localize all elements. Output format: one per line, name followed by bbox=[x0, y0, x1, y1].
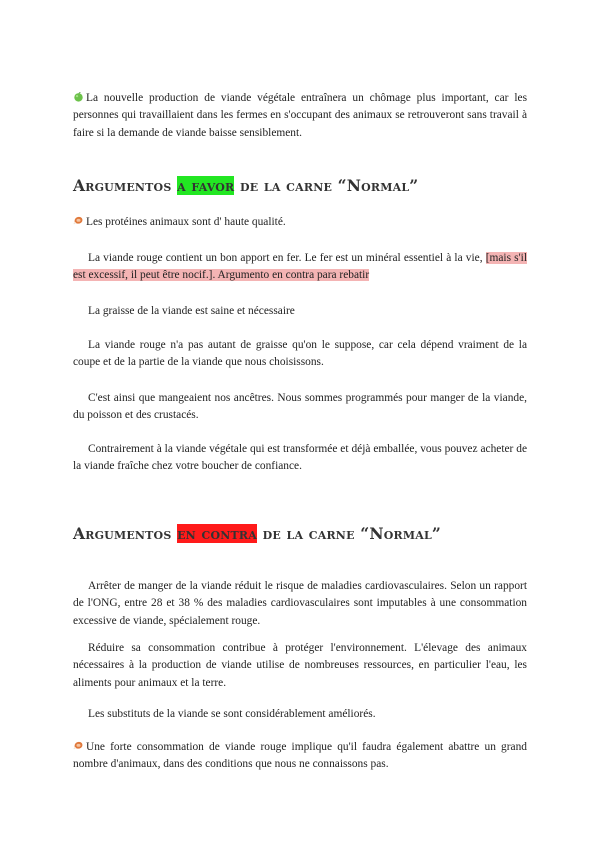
favor-p6-text: Contrairement à la viande végétale qui est transformée et déjà emballée, vous pouvez acheter de la viande fraîche chez votre boucher de confiance. bbox=[73, 443, 527, 473]
favor-paragraph-6 bbox=[73, 441, 527, 476]
favor-paragraph-2 bbox=[73, 250, 527, 285]
intro-text: La nouvelle production de viande végétale entraînera un chômage plus important, car les personnes qui travaillaient dans les fermes en s'occupant des animaux se retrouveront sans travail à faire si la demande de viande baisse sensiblement. bbox=[73, 92, 527, 139]
favor-p2-text: La viande rouge contient un bon apport en fer. Le fer est un minéral essentiel à la vie, bbox=[88, 252, 483, 264]
heading-favor bbox=[73, 176, 418, 195]
contra-p4-text: Une forte consommation de viande rouge implique qu'il faudra également abattre un grand nombre d'animaux, dans des conditions que nous ne connaissons pas. bbox=[73, 741, 527, 771]
heading-contra-suffix: de la carne “Normal” bbox=[262, 524, 442, 543]
contra-p1-text: Arrêter de manger de la viande réduit le risque de maladies cardiovasculaires. Selon un rapport de l'ONG, entre 28 et 38 % des maladies cardiovasculaires sont imputables à une consommation excessive de viande, spécialement rouge. bbox=[73, 580, 527, 627]
heading-favor-highlight: a favor bbox=[177, 176, 235, 195]
heading-contra-highlight: en contra bbox=[177, 524, 257, 543]
green-apple-icon bbox=[73, 91, 84, 102]
meat-icon bbox=[73, 215, 84, 226]
favor-paragraph-3 bbox=[73, 303, 527, 320]
favor-p3-text: La graisse de la viande est saine et nécessaire bbox=[88, 305, 295, 317]
favor-paragraph-4 bbox=[73, 337, 527, 372]
heading-contra bbox=[73, 524, 441, 543]
contra-p3-text: Les substituts de la viande se sont considérablement améliorés. bbox=[88, 708, 376, 720]
contra-paragraph-2 bbox=[73, 640, 527, 692]
favor-p5-text: C'est ainsi que mangeaient nos ancêtres. Nous sommes programmés pour manger de la viande, du poisson et des crustacés. bbox=[73, 392, 527, 422]
heading-favor-prefix: Argumentos bbox=[73, 176, 172, 195]
contra-p2-text: Réduire sa consommation contribue à protéger l'environnement. L'élevage des animaux nécessaires à la production de viande utilise de nombreuses ressources, en particulier l'eau, les aliments pour animaux et la terre. bbox=[73, 642, 527, 689]
favor-p1-text: Les protéines animaux sont d' haute qualité. bbox=[86, 216, 286, 228]
favor-paragraph-1 bbox=[73, 214, 527, 231]
favor-p2-annotation: [mais s'il est excessif, il peut être nocif.]. Argumento en contra para rebatir bbox=[73, 252, 527, 282]
heading-favor-suffix: de la carne “Normal” bbox=[240, 176, 419, 195]
favor-paragraph-5 bbox=[73, 390, 527, 425]
contra-paragraph-1 bbox=[73, 578, 527, 630]
contra-paragraph-3 bbox=[73, 706, 527, 723]
contra-paragraph-4 bbox=[73, 739, 527, 774]
intro-paragraph bbox=[73, 90, 527, 142]
favor-p4-text: La viande rouge n'a pas autant de graisse qu'on le suppose, car cela dépend vraiment de la coupe et de la partie de la viande que nous choisissons. bbox=[73, 339, 527, 369]
heading-contra-prefix: Argumentos bbox=[73, 524, 172, 543]
meat-icon bbox=[73, 740, 84, 751]
